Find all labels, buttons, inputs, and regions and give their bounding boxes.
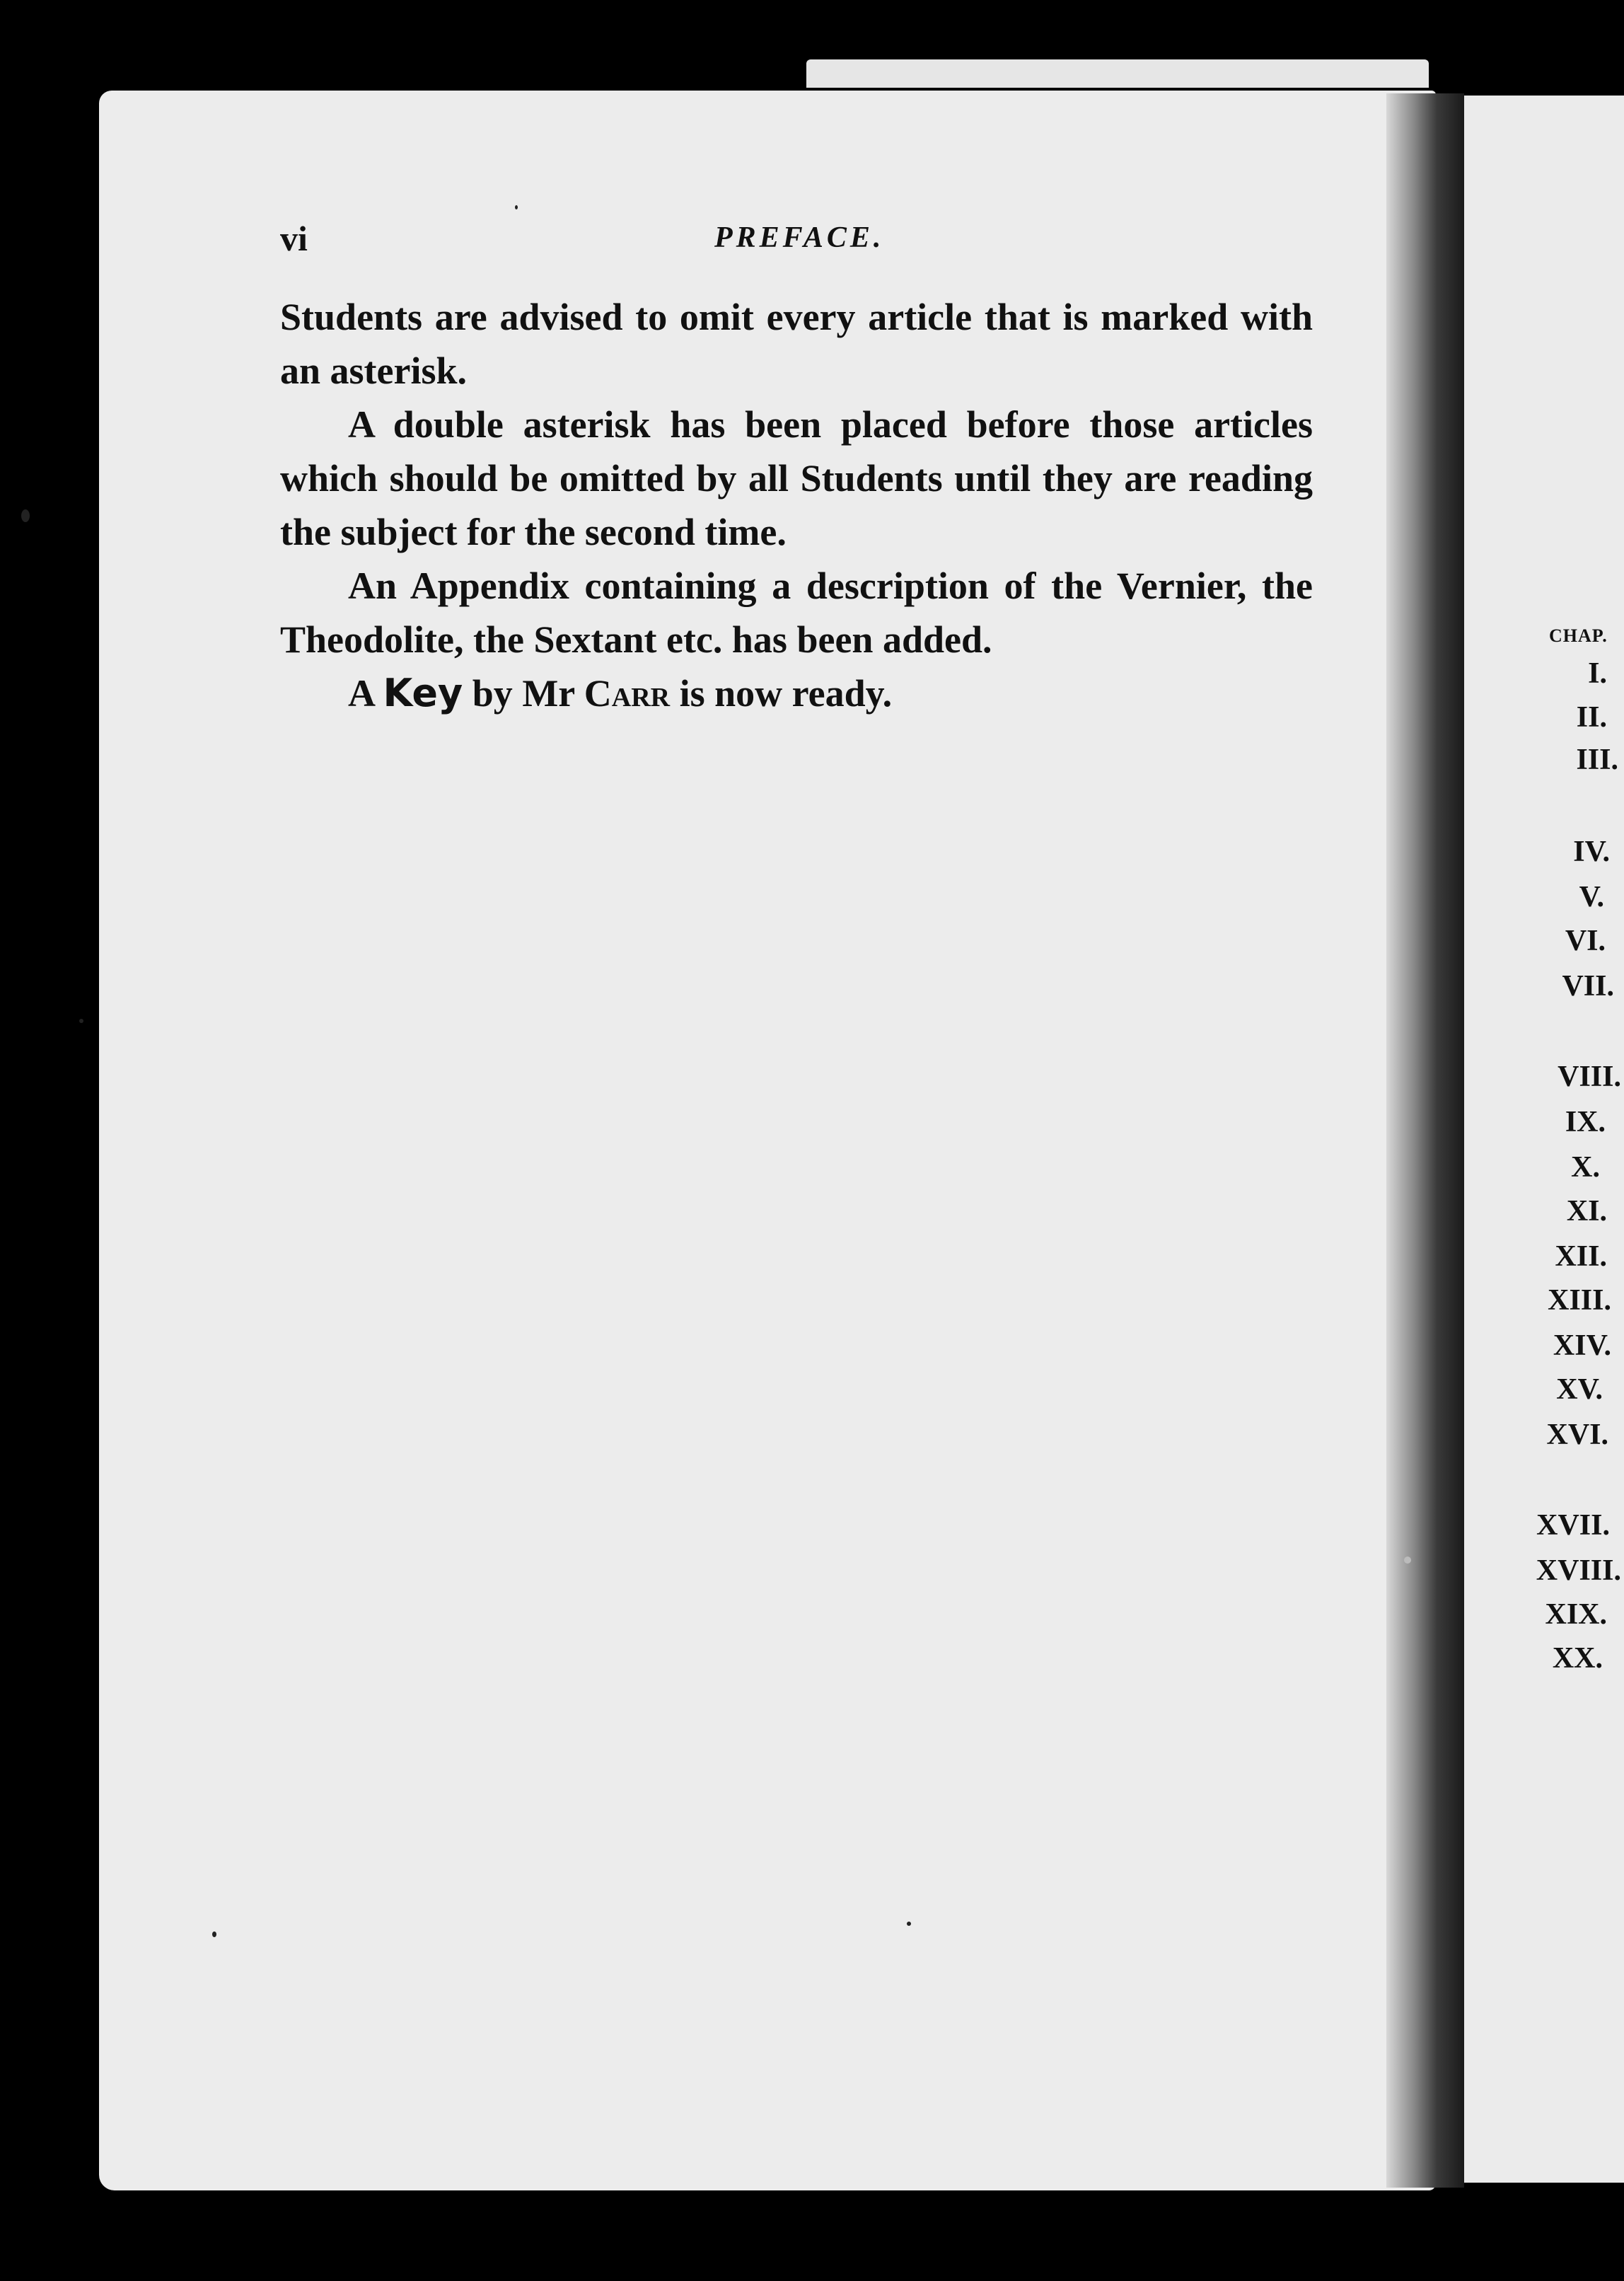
paragraph-4	[280, 666, 1313, 720]
contents-chapter-numeral: XV.	[1556, 1373, 1603, 1406]
scan-speck	[212, 1931, 216, 1937]
contents-chapter-numeral: V.	[1579, 881, 1604, 913]
book-gutter	[1386, 93, 1464, 2188]
paragraph-4-prefix: A	[348, 672, 374, 715]
contents-chapter-numeral: XVII.	[1536, 1509, 1610, 1542]
key-word: Key	[383, 671, 463, 715]
contents-chapter-numeral: II.	[1576, 701, 1607, 734]
page-title: PREFACE.	[714, 221, 885, 254]
contents-chapter-numeral: XII.	[1555, 1240, 1607, 1273]
author-title: Mr	[522, 672, 575, 715]
contents-chapter-numeral: VI.	[1565, 925, 1606, 957]
contents-chapter-numeral: XIX.	[1545, 1598, 1607, 1631]
scan-speck	[515, 205, 518, 209]
scan-speck	[21, 509, 30, 522]
contents-chapter-numeral: XVI.	[1546, 1419, 1608, 1451]
contents-chapter-numeral: XI.	[1566, 1195, 1607, 1228]
contents-chap-heading: CHAP.	[1549, 625, 1608, 646]
page-number: vi	[280, 219, 308, 258]
paragraph-4-middle: by	[472, 672, 513, 715]
contents-chapter-numeral: XIII.	[1548, 1284, 1611, 1317]
contents-chapter-numeral: VII.	[1562, 970, 1614, 1003]
paragraph-2: A double asterisk has been placed before those articles which should be omitted by all Students until they are reading the subject for the second time.	[280, 403, 1313, 553]
contents-chapter-numeral: XX.	[1552, 1642, 1603, 1675]
scan-speck	[1404, 1557, 1411, 1564]
scan-speck	[79, 1019, 83, 1023]
preface-body	[280, 290, 1313, 720]
running-head	[280, 218, 1313, 260]
right-page	[1464, 96, 1624, 2183]
contents-chapter-numeral: I.	[1588, 657, 1607, 690]
contents-chapter-numeral: IX.	[1565, 1106, 1606, 1138]
page-edge-strip	[806, 59, 1429, 88]
author-name: Carr	[584, 672, 671, 715]
contents-chapter-numeral: III.	[1576, 744, 1618, 776]
contents-chapter-numeral: X.	[1571, 1151, 1600, 1184]
paragraph-4-suffix: is now ready.	[679, 672, 893, 715]
contents-chapter-numeral: IV.	[1573, 836, 1610, 868]
paragraph-1: Students are advised to omit every article that is marked with an asterisk.	[280, 296, 1313, 392]
paragraph-3: An Appendix containing a description of the Vernier, the Theodolite, the Sextant etc. has been added.	[280, 565, 1313, 661]
contents-chapter-numeral: XVIII.	[1536, 1554, 1621, 1587]
scan-speck	[907, 1922, 911, 1926]
contents-chapter-numeral: VIII.	[1558, 1061, 1621, 1093]
contents-chapter-numeral: XIV.	[1553, 1329, 1611, 1362]
